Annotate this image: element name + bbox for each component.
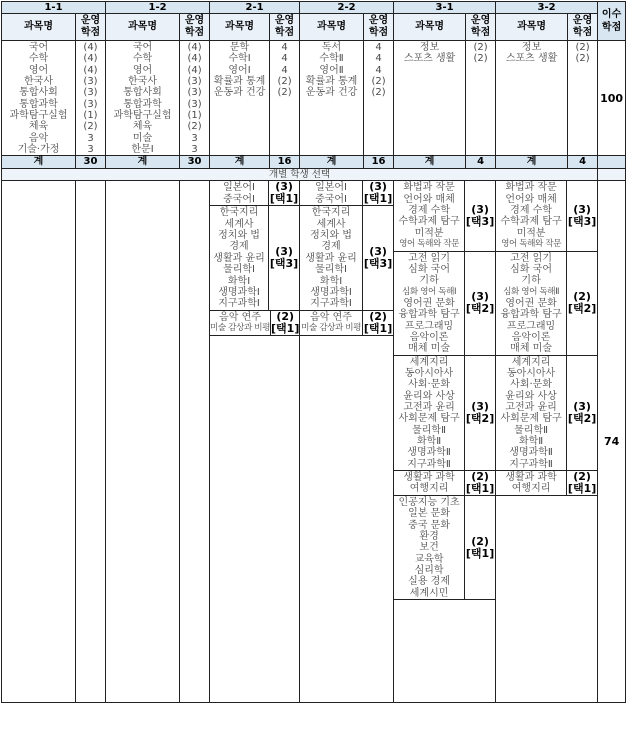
elective-subject: 화법과 작문 (403, 182, 455, 194)
common-credits (76, 41, 106, 156)
elective-subject: 수학과제 탐구 (398, 216, 460, 228)
list-item: (2) (371, 87, 386, 99)
list-item: 4 (375, 53, 382, 65)
list-item: 3 (191, 132, 198, 144)
list-item: (1) (187, 110, 202, 122)
elective-subject: 영어권 문화 (403, 297, 455, 309)
list-item: (4) (83, 53, 98, 65)
list-item: 영어 (132, 64, 153, 76)
elective-subjects (394, 181, 465, 250)
elective-group (394, 181, 495, 251)
elective-column (300, 181, 394, 703)
elective-credit-value: (3) (471, 290, 489, 304)
elective-group (496, 471, 597, 496)
column-header-row (2, 14, 626, 41)
grade-header: 2-2 (300, 2, 394, 14)
common-subjects (496, 41, 568, 156)
elective-group (394, 471, 495, 496)
elective-subject: 영어 독해와 작문 (399, 239, 460, 250)
list-item: 수학 (28, 53, 49, 65)
elective-subjects (496, 252, 567, 355)
credit-header: 운영 학점 (466, 14, 496, 41)
elective-group (210, 311, 299, 336)
selection-row (2, 169, 626, 181)
elective-group (300, 181, 393, 206)
elective-subject: 동아시아사 (404, 367, 454, 379)
elective-subject: 여행지리 (511, 483, 551, 495)
elective-credit-value: (3) (573, 399, 591, 413)
elective-subject: 지구과학Ⅰ (218, 298, 260, 310)
elective-pick-count: [택1] (363, 192, 393, 206)
list-item: 4 (375, 64, 382, 76)
elective-subjects (496, 471, 567, 495)
elective-subject: 한국지리 (311, 207, 351, 219)
list-item: 3 (191, 144, 198, 156)
elective-subjects (210, 311, 271, 335)
list-item: 3 (87, 132, 94, 144)
elective-group (496, 252, 597, 356)
elective-subject: 심리학 (414, 565, 444, 577)
selection-label: 개별 학생 선택 (2, 169, 598, 181)
list-item: 4 (375, 42, 382, 53)
elective-subject: 윤리와 사상 (403, 390, 455, 402)
elective-credit-value: (2) (471, 470, 489, 484)
list-item: 독서 (321, 42, 342, 53)
list-item: (2) (371, 76, 386, 88)
common-subjects (210, 41, 270, 156)
elective-subject: 생명과학Ⅱ (509, 447, 553, 459)
elective-subject: 심화 국어 (408, 263, 450, 275)
elective-subjects (394, 496, 465, 599)
elective-subjects (394, 252, 465, 355)
elective-subject: 경제 수학 (408, 205, 450, 217)
elective-pick-count: [택2] (465, 411, 495, 425)
list-item: 통합과학 (19, 98, 58, 110)
elective-credit (465, 252, 495, 355)
grade-header: 1-1 (2, 2, 106, 14)
elective-pick-count: [택3] (567, 214, 597, 228)
common-subjects (300, 41, 364, 156)
elective-subjects (210, 206, 269, 309)
elective-credit-value: (3) (471, 399, 489, 413)
elective-subject: 심화 영어 독해Ⅰ (401, 286, 457, 297)
credit-header: 운영 학점 (180, 14, 210, 41)
list-item: 영어Ⅰ (228, 64, 251, 76)
total-label: 계 (2, 156, 76, 169)
total-value: 30 (76, 156, 106, 169)
list-item: 국어 (28, 42, 49, 53)
elective-credit (269, 181, 299, 205)
total-credit-header: 이수 학점 (598, 2, 626, 41)
credit-header: 운영 학점 (568, 14, 598, 41)
elective-pick-count: [택2] (465, 302, 495, 316)
list-item: 미술 (132, 132, 153, 144)
grade-header: 3-1 (394, 2, 496, 14)
list-item: (2) (473, 42, 488, 53)
list-item: 수학Ⅰ (228, 53, 251, 65)
list-item: 운동과 건강 (305, 87, 358, 99)
elective-subject: 화학Ⅰ (227, 275, 251, 287)
elective-credit-value: (3) (275, 244, 293, 258)
elective-subject: 고전과 윤리 (403, 401, 455, 413)
elective-subjects (496, 356, 567, 470)
elective-credit-value: (2) (573, 290, 591, 304)
total-label: 계 (106, 156, 180, 169)
elective-subject: 미적분 (516, 227, 546, 239)
elective-subjects (496, 181, 567, 250)
elective-pick-count: [택2] (567, 302, 597, 316)
total-label: 계 (210, 156, 270, 169)
list-item: 한국사 (24, 76, 53, 88)
list-item: (3) (187, 76, 202, 88)
elective-subject: 심화 국어 (510, 263, 552, 275)
list-item: (2) (83, 121, 98, 133)
empty-cell (76, 181, 106, 703)
elective-subject: 사회·문화 (408, 379, 450, 391)
elective-subject: 음악이론 (511, 331, 551, 343)
list-item: 영어 (28, 64, 49, 76)
elective-subjects (394, 356, 465, 470)
elective-row (2, 181, 626, 703)
common-credits (180, 41, 210, 156)
list-item: 확률과 통계 (305, 76, 358, 88)
subject-header: 과목명 (2, 14, 76, 41)
elective-total-credit: 74 (598, 181, 626, 703)
total-value: 30 (180, 156, 210, 169)
list-item: 통합사회 (19, 87, 58, 99)
elective-subject: 경제 (229, 241, 249, 253)
elective-subject: 융합과학 탐구 (500, 309, 562, 321)
elective-column (394, 181, 496, 703)
subject-header: 과목명 (106, 14, 180, 41)
elective-subject: 세계시민 (409, 587, 449, 599)
list-item: 정보 (521, 42, 542, 53)
elective-group (210, 206, 299, 310)
elective-pick-count: [택1] (465, 482, 495, 496)
list-item: 한문Ⅰ (131, 144, 154, 156)
elective-credit-value: (2) (573, 470, 591, 484)
elective-subject: 사회문제 탐구 (398, 413, 460, 425)
elective-credit-value: (2) (471, 534, 489, 548)
list-item: 체육 (28, 121, 49, 133)
list-item: 영어Ⅱ (319, 64, 344, 76)
list-item: 음악 (28, 132, 49, 144)
empty-cell (180, 181, 210, 703)
list-item: 체육 (132, 121, 153, 133)
elective-subject: 수학과제 탐구 (500, 216, 562, 228)
elective-subjects (300, 311, 363, 335)
list-item: (1) (83, 110, 98, 122)
common-credits (270, 41, 300, 156)
list-item: 한국사 (128, 76, 157, 88)
list-item: 과학탐구실험 (9, 110, 68, 122)
elective-subject: 한국지리 (219, 207, 259, 219)
total-blank (598, 156, 626, 169)
elective-subject: 사회문제 탐구 (500, 413, 562, 425)
elective-group (210, 181, 299, 206)
elective-credit (567, 181, 597, 250)
elective-subject: 정치와 법 (218, 230, 260, 242)
list-item: (4) (187, 64, 202, 76)
elective-pick-count: [택1] (567, 482, 597, 496)
elective-subject: 지구과학Ⅰ (310, 298, 352, 310)
common-subjects (106, 41, 180, 156)
elective-pick-count: [택2] (567, 411, 597, 425)
list-item: (3) (83, 76, 98, 88)
list-item: 문학 (229, 42, 250, 53)
curriculum-table (1, 1, 626, 703)
elective-subject: 중국 문화 (408, 519, 450, 531)
elective-subject: 교육학 (414, 553, 444, 565)
elective-subject: 일본어Ⅰ (315, 182, 348, 194)
elective-pick-count: [택3] (465, 214, 495, 228)
list-item: (3) (83, 87, 98, 99)
credit-header: 운영 학점 (76, 14, 106, 41)
list-item: (2) (575, 42, 590, 53)
elective-subject: 심화 영어 독해Ⅱ (503, 286, 560, 297)
elective-subject: 일본 문화 (408, 508, 450, 520)
elective-group (300, 206, 393, 310)
elective-subject: 생활과 과학 (403, 472, 455, 484)
elective-group (496, 181, 597, 251)
list-item: (4) (83, 64, 98, 76)
subject-header: 과목명 (300, 14, 364, 41)
elective-subject: 중국어Ⅰ (315, 193, 348, 205)
elective-group (496, 356, 597, 471)
elective-subject: 물리학Ⅱ (412, 424, 447, 436)
list-item: (2) (575, 53, 590, 65)
elective-subject: 기하 (419, 275, 439, 287)
elective-subject: 동아시아사 (506, 367, 556, 379)
subject-header: 과목명 (496, 14, 568, 41)
list-item: 스포츠 생활 (403, 53, 456, 65)
elective-column (210, 181, 300, 703)
elective-subject: 환경 (419, 531, 439, 543)
list-item: 수학Ⅱ (319, 53, 344, 65)
elective-pick-count: [택1] (271, 321, 300, 335)
list-item: (2) (277, 76, 292, 88)
list-item: (3) (187, 98, 202, 110)
elective-credit (363, 311, 393, 335)
list-item: 수학 (132, 53, 153, 65)
elective-subjects (300, 181, 363, 205)
totals-row (2, 156, 626, 169)
elective-credit (363, 206, 393, 309)
list-item: 4 (281, 53, 288, 65)
elective-subject: 물리학Ⅰ (223, 264, 255, 276)
elective-pick-count: [택3] (269, 256, 299, 270)
elective-subject: 화학Ⅱ (518, 436, 544, 447)
common-row (2, 41, 626, 156)
elective-credit (271, 311, 299, 335)
elective-subject: 영어 독해와 작문 (501, 239, 562, 250)
list-item: 통합사회 (123, 87, 162, 99)
elective-column (496, 181, 598, 703)
elective-pick-count: [택3] (363, 256, 393, 270)
grade-header: 2-1 (210, 2, 300, 14)
common-credits (466, 41, 496, 156)
elective-subject: 경제 수학 (510, 205, 552, 217)
elective-subject: 융합과학 탐구 (398, 309, 460, 321)
elective-subject: 미술 감상과 비평 (301, 322, 362, 333)
empty-cell (2, 181, 76, 703)
elective-subject: 화학Ⅰ (319, 275, 343, 287)
subject-header: 과목명 (394, 14, 466, 41)
elective-subject: 세계사 (316, 218, 346, 230)
elective-subject: 음악 연주 (310, 311, 352, 323)
elective-subject: 실용 경제 (408, 576, 450, 588)
total-value: 4 (568, 156, 598, 169)
list-item: (3) (187, 87, 202, 99)
elective-subject: 프로그래밍 (506, 320, 556, 332)
elective-credit (465, 496, 495, 599)
list-item: 운동과 건강 (213, 87, 266, 99)
elective-subject: 경제 (321, 241, 341, 253)
list-item: 통합과학 (123, 98, 162, 110)
list-item: (2) (473, 53, 488, 65)
elective-credit (465, 471, 495, 495)
list-item: 정보 (419, 42, 440, 53)
list-item: 과학탐구실험 (113, 110, 172, 122)
credit-header: 운영 학점 (364, 14, 394, 41)
common-subjects (394, 41, 466, 156)
elective-subject: 지구과학Ⅱ (407, 458, 451, 470)
elective-credit-value: (2) (276, 309, 295, 323)
elective-credit (363, 181, 393, 205)
common-credits (364, 41, 394, 156)
elective-subject: 생활과 윤리 (213, 252, 265, 264)
elective-subject: 미적분 (414, 227, 444, 239)
list-item: (4) (83, 42, 98, 53)
elective-subject: 음악 연주 (219, 311, 261, 323)
elective-credit (567, 471, 597, 495)
elective-subject: 언어와 매체 (403, 193, 455, 205)
total-value: 16 (270, 156, 300, 169)
elective-subjects (210, 181, 269, 205)
elective-pick-count: [택1] (465, 546, 495, 560)
list-item: 기술·가정 (17, 144, 60, 156)
grade-header: 1-2 (106, 2, 210, 14)
list-item: 국어 (132, 42, 153, 53)
elective-subject: 세계지리 (409, 356, 449, 368)
subject-header: 과목명 (210, 14, 270, 41)
empty-cell (106, 181, 180, 703)
elective-credit (465, 356, 495, 470)
list-item: (4) (187, 42, 202, 53)
elective-subject: 지구과학Ⅱ (509, 458, 553, 470)
elective-credit (567, 356, 597, 470)
common-subjects (2, 41, 76, 156)
elective-group (394, 252, 495, 356)
total-label: 계 (394, 156, 466, 169)
total-label: 계 (496, 156, 568, 169)
list-item: 4 (281, 42, 288, 53)
elective-subject: 고전 읽기 (510, 252, 552, 264)
elective-credit-value: (3) (275, 180, 293, 194)
list-item: (4) (187, 53, 202, 65)
total-value: 4 (466, 156, 496, 169)
elective-subject: 고전 읽기 (408, 252, 450, 264)
elective-subject: 생활과 과학 (505, 472, 557, 484)
elective-subjects (394, 471, 465, 495)
elective-credit-value: (3) (573, 202, 591, 216)
elective-subject: 고전과 윤리 (505, 401, 557, 413)
elective-subject: 보건 (419, 542, 439, 554)
elective-subject: 물리학Ⅰ (315, 264, 348, 276)
elective-subject: 생활과 윤리 (305, 252, 357, 264)
elective-subject: 인공지능 기초 (398, 497, 460, 509)
elective-subject: 화법과 작문 (505, 182, 557, 194)
elective-subject: 화학Ⅱ (416, 436, 442, 447)
total-label: 계 (300, 156, 364, 169)
elective-credit (269, 206, 299, 309)
elective-subject: 기하 (521, 275, 541, 287)
elective-credit (465, 181, 495, 250)
elective-subject: 물리학Ⅱ (514, 424, 549, 436)
elective-credit (567, 252, 597, 355)
list-item: 확률과 통계 (213, 76, 266, 88)
list-item: 4 (281, 64, 288, 76)
elective-credit-value: (3) (471, 202, 489, 216)
total-value: 16 (364, 156, 394, 169)
elective-subject: 생명과학Ⅱ (407, 447, 451, 459)
elective-credit-value: (2) (369, 309, 387, 323)
grade-header-row (2, 2, 626, 14)
list-item: 3 (87, 144, 94, 156)
elective-pick-count: [택1] (363, 321, 393, 335)
elective-credit-value: (3) (369, 244, 387, 258)
list-item: (2) (277, 87, 292, 99)
list-item: (2) (187, 121, 202, 133)
elective-subject: 세계지리 (511, 356, 551, 368)
elective-subject: 생명과학Ⅰ (218, 286, 260, 298)
elective-subject: 일본어Ⅰ (223, 182, 255, 194)
elective-subject: 생명과학Ⅰ (310, 286, 352, 298)
elective-subject: 사회·문화 (510, 379, 552, 391)
elective-subject: 정치와 법 (310, 230, 352, 242)
elective-group (300, 311, 393, 336)
common-credits (568, 41, 598, 156)
elective-credit-value: (3) (369, 180, 387, 194)
list-item: (3) (83, 98, 98, 110)
elective-pick-count: [택1] (269, 192, 299, 206)
elective-subject: 프로그래밍 (404, 320, 454, 332)
grade-header: 3-2 (496, 2, 598, 14)
elective-subject: 미술 감상과 비평 (210, 322, 271, 333)
elective-subject: 영어권 문화 (505, 297, 557, 309)
selection-blank (598, 169, 626, 181)
elective-subject: 언어와 매체 (505, 193, 557, 205)
list-item: 스포츠 생활 (505, 53, 558, 65)
elective-subject: 음악이론 (409, 331, 449, 343)
elective-subject: 윤리와 사상 (505, 390, 557, 402)
elective-subject: 중국어Ⅰ (223, 193, 255, 205)
elective-subject: 세계사 (224, 218, 254, 230)
elective-subject: 매체 미술 (408, 343, 450, 355)
elective-subject: 여행지리 (409, 483, 449, 495)
elective-group (394, 496, 495, 600)
elective-group (394, 356, 495, 471)
credit-header: 운영 학점 (270, 14, 300, 41)
elective-subjects (300, 206, 363, 309)
common-total-credit: 100 (598, 41, 626, 156)
elective-subject: 매체 미술 (510, 343, 552, 355)
